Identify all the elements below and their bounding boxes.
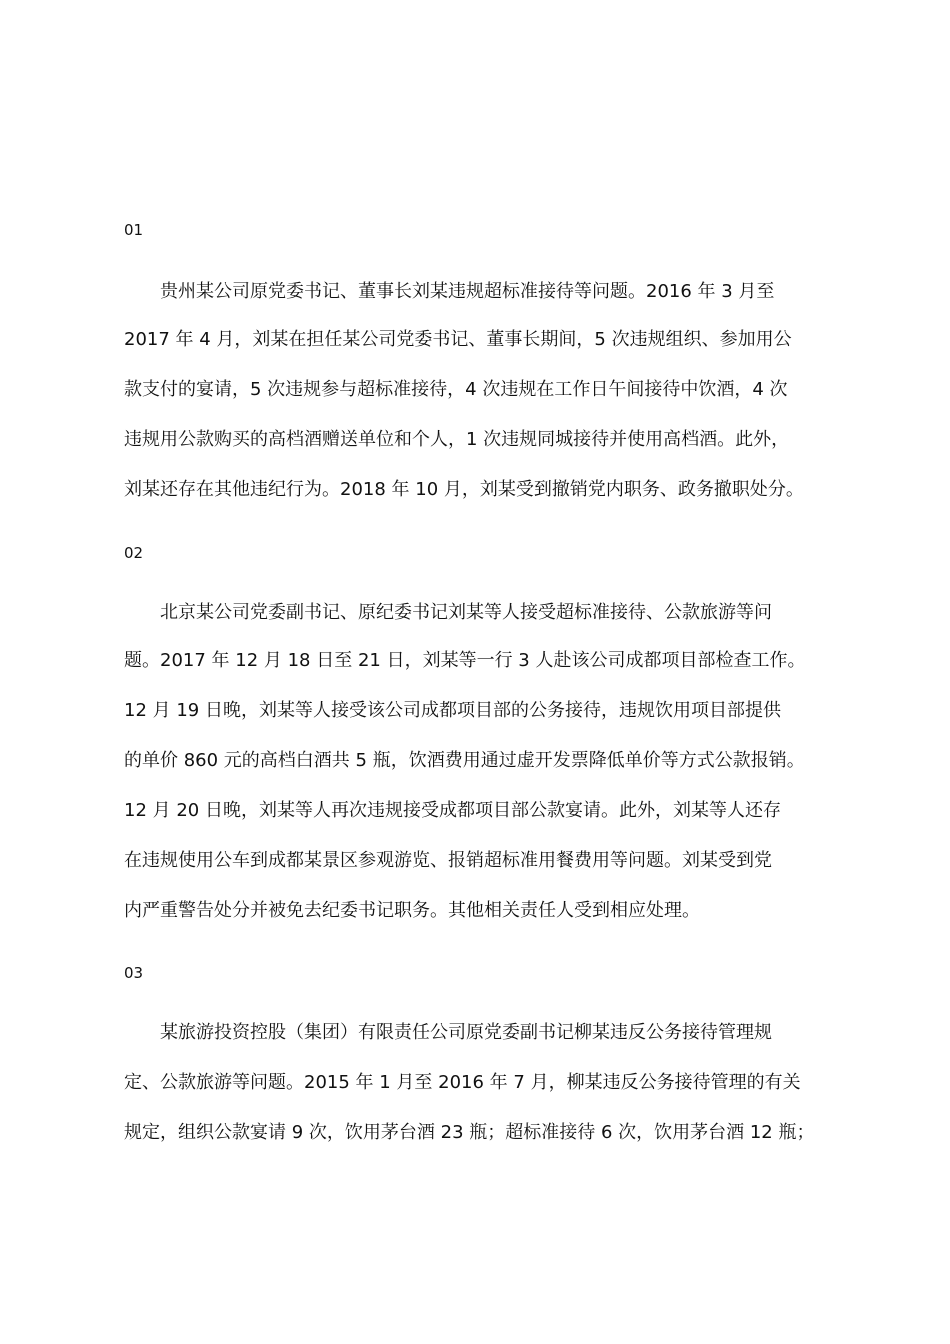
section-number: 02 — [124, 544, 144, 562]
paragraph-line: 12 月 19 日晚，刘某等人接受该公司成都项目部的公务接待，违规饮用项目部提供 — [124, 700, 781, 721]
paragraph-line: 违规用公款购买的高档酒赠送单位和个人，1 次违规同城接待并使用高档酒。此外， — [124, 429, 790, 450]
paragraph-line: 12 月 20 日晚，刘某等人再次违规接受成都项目部公款宴请。此外，刘某等人还存 — [124, 800, 781, 821]
paragraph-line: 2017 年 4 月，刘某在担任某公司党委书记、董事长期间，5 次违规组织、参加用公 — [124, 329, 792, 350]
paragraph-line: 定、公款旅游等问题。2015 年 1 月至 2016 年 7 月，柳某违反公务接待管理的有关 — [124, 1072, 801, 1093]
paragraph-line: 的单价 860 元的高档白酒共 5 瓶，饮酒费用通过虚开发票降低单价等方式公款报销。 — [124, 750, 805, 771]
paragraph-line: 某旅游投资控股（集团）有限责任公司原党委副书记柳某违反公务接待管理规 — [160, 1022, 772, 1043]
section-number: 03 — [124, 964, 144, 982]
paragraph-line: 北京某公司党委副书记、原纪委书记刘某等人接受超标准接待、公款旅游等问 — [160, 602, 772, 623]
paragraph-line: 在违规使用公车到成都某景区参观游览、报销超标准用餐费用等问题。刘某受到党 — [124, 850, 772, 871]
paragraph-line: 内严重警告处分并被免去纪委书记职务。其他相关责任人受到相应处理。 — [124, 900, 700, 921]
paragraph-line: 规定，组织公款宴请 9 次，饮用茅台酒 23 瓶；超标准接待 6 次，饮用茅台酒 12 瓶； — [124, 1122, 815, 1143]
paragraph-line: 刘某还存在其他违纪行为。2018 年 10 月，刘某受到撤销党内职务、政务撤职处分。 — [124, 479, 804, 500]
paragraph-line: 款支付的宴请，5 次违规参与超标准接待，4 次违规在工作日午间接待中饮酒，4 次 — [124, 379, 788, 400]
section-number: 01 — [124, 221, 144, 239]
paragraph-line: 贵州某公司原党委书记、董事长刘某违规超标准接待等问题。2016 年 3 月至 — [160, 281, 775, 302]
paragraph-line: 题。2017 年 12 月 18 日至 21 日，刘某等一行 3 人赴该公司成都项目部检查工作。 — [124, 650, 806, 671]
